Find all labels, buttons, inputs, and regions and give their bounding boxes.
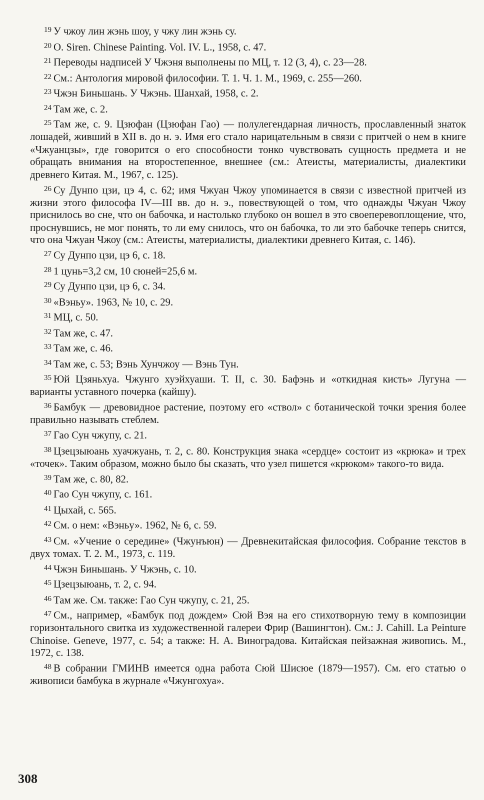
footnote-number: 34 [44, 357, 52, 367]
footnote-number: 47 [44, 609, 52, 618]
footnote-number: 41 [44, 503, 52, 513]
footnote-number: 27 [44, 249, 52, 258]
footnote-text: Там же. См. также: Гао Сун чжупу, с. 21, 25. [53, 595, 250, 606]
footnote [30, 71, 466, 86]
footnote-number: 43 [44, 534, 52, 544]
footnotes-block [30, 24, 466, 689]
footnote [30, 562, 466, 577]
footnote-text: В собрании ГМИНВ имеется одна работа Сюй Шисюе (1879—1957). См. его статью о живописи бамбука в журнале «Чжунгохуа». [30, 663, 466, 687]
footnote-number: 29 [44, 280, 52, 289]
footnote-number: 32 [44, 326, 52, 336]
footnote-text: У чжоу лин жэнь шоу, у чжу лин жэнь су. [53, 26, 237, 38]
footnote [30, 608, 466, 661]
footnote-text: Чжэн Биньшань. У Чжэнь, с. 10. [53, 564, 197, 575]
footnote-number: 26 [44, 183, 52, 193]
footnote [30, 117, 466, 182]
footnote-number: 44 [44, 562, 52, 572]
footnote-number: 35 [44, 373, 52, 382]
footnote [30, 40, 466, 55]
footnote-text: Су Дунпо цзи, цэ 6, с. 34. [53, 281, 166, 293]
footnote [30, 372, 466, 400]
footnote-number: 37 [44, 429, 52, 438]
footnote-number: 25 [44, 118, 52, 127]
footnote [30, 472, 466, 487]
footnote-text: См., например, «Бамбук под дождем» Сюй Вэя на его стихотворную тему в композиции горизонтального свитка из художественной галереи Фрир (Вашингтон). См.: J. Cahill. La Peinture Chinoise. Geneve, 1977, с. 54; а также: Н. А. Виноградова. Китайская пейзажная живопись. М., 1972, с. 138. [30, 610, 466, 659]
footnote [30, 577, 466, 592]
footnote-number: 28 [44, 264, 52, 274]
footnote [30, 444, 466, 472]
footnote [30, 183, 466, 248]
footnote-number: 33 [44, 342, 52, 351]
footnote-text: Гао Сун чжупу, с. 21. [53, 430, 147, 442]
footnote [30, 487, 466, 502]
footnote-text: См.: Антология мировой философии. Т. 1. Ч. 1. М., 1969, с. 255—260. [53, 73, 362, 84]
footnote [30, 279, 466, 294]
footnote-number: 21 [44, 56, 52, 65]
footnote-text: O. Siren. Chinese Painting. Vol. IV. L., 1958, с. 47. [53, 42, 267, 53]
footnote [30, 55, 466, 70]
footnote-text: Там же, с. 46. [53, 343, 114, 355]
footnote-number: 23 [44, 87, 52, 96]
footnote-text: МЦ, с. 50. [53, 312, 99, 324]
footnote [30, 86, 466, 101]
footnote-text: См. «Учение о середине» (Чжунъюн) — Древнекитайская философия. Собрание текстов в двух томах. Т. 2. М., 1973, с. 119. [30, 536, 466, 560]
footnote [30, 310, 466, 325]
footnote [30, 248, 466, 263]
footnote-number: 48 [44, 662, 52, 671]
footnote-text: См. о нем: «Вэньу». 1962, № 6, с. 59. [53, 520, 217, 532]
footnote [30, 661, 466, 689]
footnote-number: 22 [44, 71, 52, 81]
footnote-number: 24 [44, 102, 52, 112]
footnote-number: 20 [44, 40, 52, 50]
footnote-number: 38 [44, 444, 52, 454]
footnote-text: Переводы надписей У Чжэня выполнены по МЦ, т. 12 (3, 4), с. 23—28. [53, 57, 367, 69]
footnote-text: Бамбук — древовидное растение, поэтому его «ствол» с ботанической точки зрения более правильно называть стеблем. [30, 402, 466, 426]
footnote-number: 46 [44, 593, 52, 603]
footnote [30, 534, 466, 562]
footnote-text: «Вэньу». 1963, № 10, с. 29. [53, 297, 174, 308]
footnote-text: Там же, с. 80, 82. [53, 474, 129, 485]
footnote-text: Чжэн Биньшань. У Чжэнь. Шанхай, 1958, с. 2. [53, 88, 259, 100]
footnote-number: 19 [44, 25, 52, 34]
footnote [30, 428, 466, 443]
footnote-number: 40 [44, 488, 52, 497]
footnote-text: Цзецзыюань хуачжуань, т. 2, с. 80. Конструкция знака «сердце» состоит из «крюка» и трех «точек». Таким образом, можно было бы сказать, что узел пишется «крюком» такого-то вида. [30, 446, 466, 470]
footnote-number: 39 [44, 472, 52, 482]
footnote [30, 518, 466, 533]
footnote-number: 36 [44, 401, 52, 410]
footnote [30, 503, 466, 518]
footnote-number: 42 [44, 519, 52, 528]
footnote-number: 31 [44, 311, 52, 320]
footnote-text: 1 цунь=3,2 см, 10 сюней=25,6 м. [53, 266, 198, 277]
page-number: 308 [18, 771, 38, 786]
footnote [30, 341, 466, 356]
footnote [30, 24, 466, 39]
footnote-text: Там же, с. 2. [53, 104, 108, 115]
footnote [30, 400, 466, 428]
footnote [30, 357, 466, 372]
footnote-text: Там же, с. 53; Вэнь Хунчжоу — Вэнь Тун. [53, 359, 239, 370]
footnote-number: 45 [44, 578, 52, 587]
footnote-text: Су Дунпо цзи, цэ 4, с. 62; имя Чжуан Чжоу упоминается в связи с известной притчей из жизни этого философа IV—III вв. до н. э., повествующей о том, что однажды Чжуан Чжоу приснилось во сне, что он бабочка, и настолько глубоко он вошел в это своеперевоплощение, что, проснувшись, не мог понять, то ли ему снилось, что он бабочка, то ли это бабочке теперь снится, что она Чжуан Чжоу (см.: Атеисты, материалисты, диалектики древнего Китая, с. 146). [30, 185, 466, 246]
footnote-text: Цзецзыюань, т. 2, с. 94. [53, 579, 157, 591]
footnote-number: 30 [44, 295, 52, 305]
footnote-text: Су Дунпо цзи, цэ 6, с. 18. [53, 250, 166, 262]
footnote-text: Там же, с. 9. Цзюфан (Цзюфан Гао) — полулегендарная личность, прославленный знаток лошадей, живший в XII в. до н. э. Имя его стало нарицательным в связи с притчей о нем в книге «Чжуанцзы», где говорится о его способности тонко чувствовать сущность предмета и не обращать внимания на второстепенное, внешнее (см.: Атеисты, материалисты, диалектики древнего Китая. М., 1967, с. 125). [30, 119, 466, 181]
footnote [30, 326, 466, 341]
footnote [30, 264, 466, 279]
footnote-text: Гао Сун чжупу, с. 161. [53, 489, 153, 501]
footnote-text: Там же, с. 47. [53, 328, 114, 339]
footnote [30, 295, 466, 310]
footnote-text: Цыхай, с. 565. [53, 505, 117, 516]
footnote-text: Юй Цзяньхуа. Чжунго хуэйхуаши. Т. II, с. 30. Бафэнь и «откидная кисть» Лугуна — варианты уставного почерка (кайшу). [30, 374, 466, 398]
footnote [30, 102, 466, 117]
footnote [30, 593, 466, 608]
